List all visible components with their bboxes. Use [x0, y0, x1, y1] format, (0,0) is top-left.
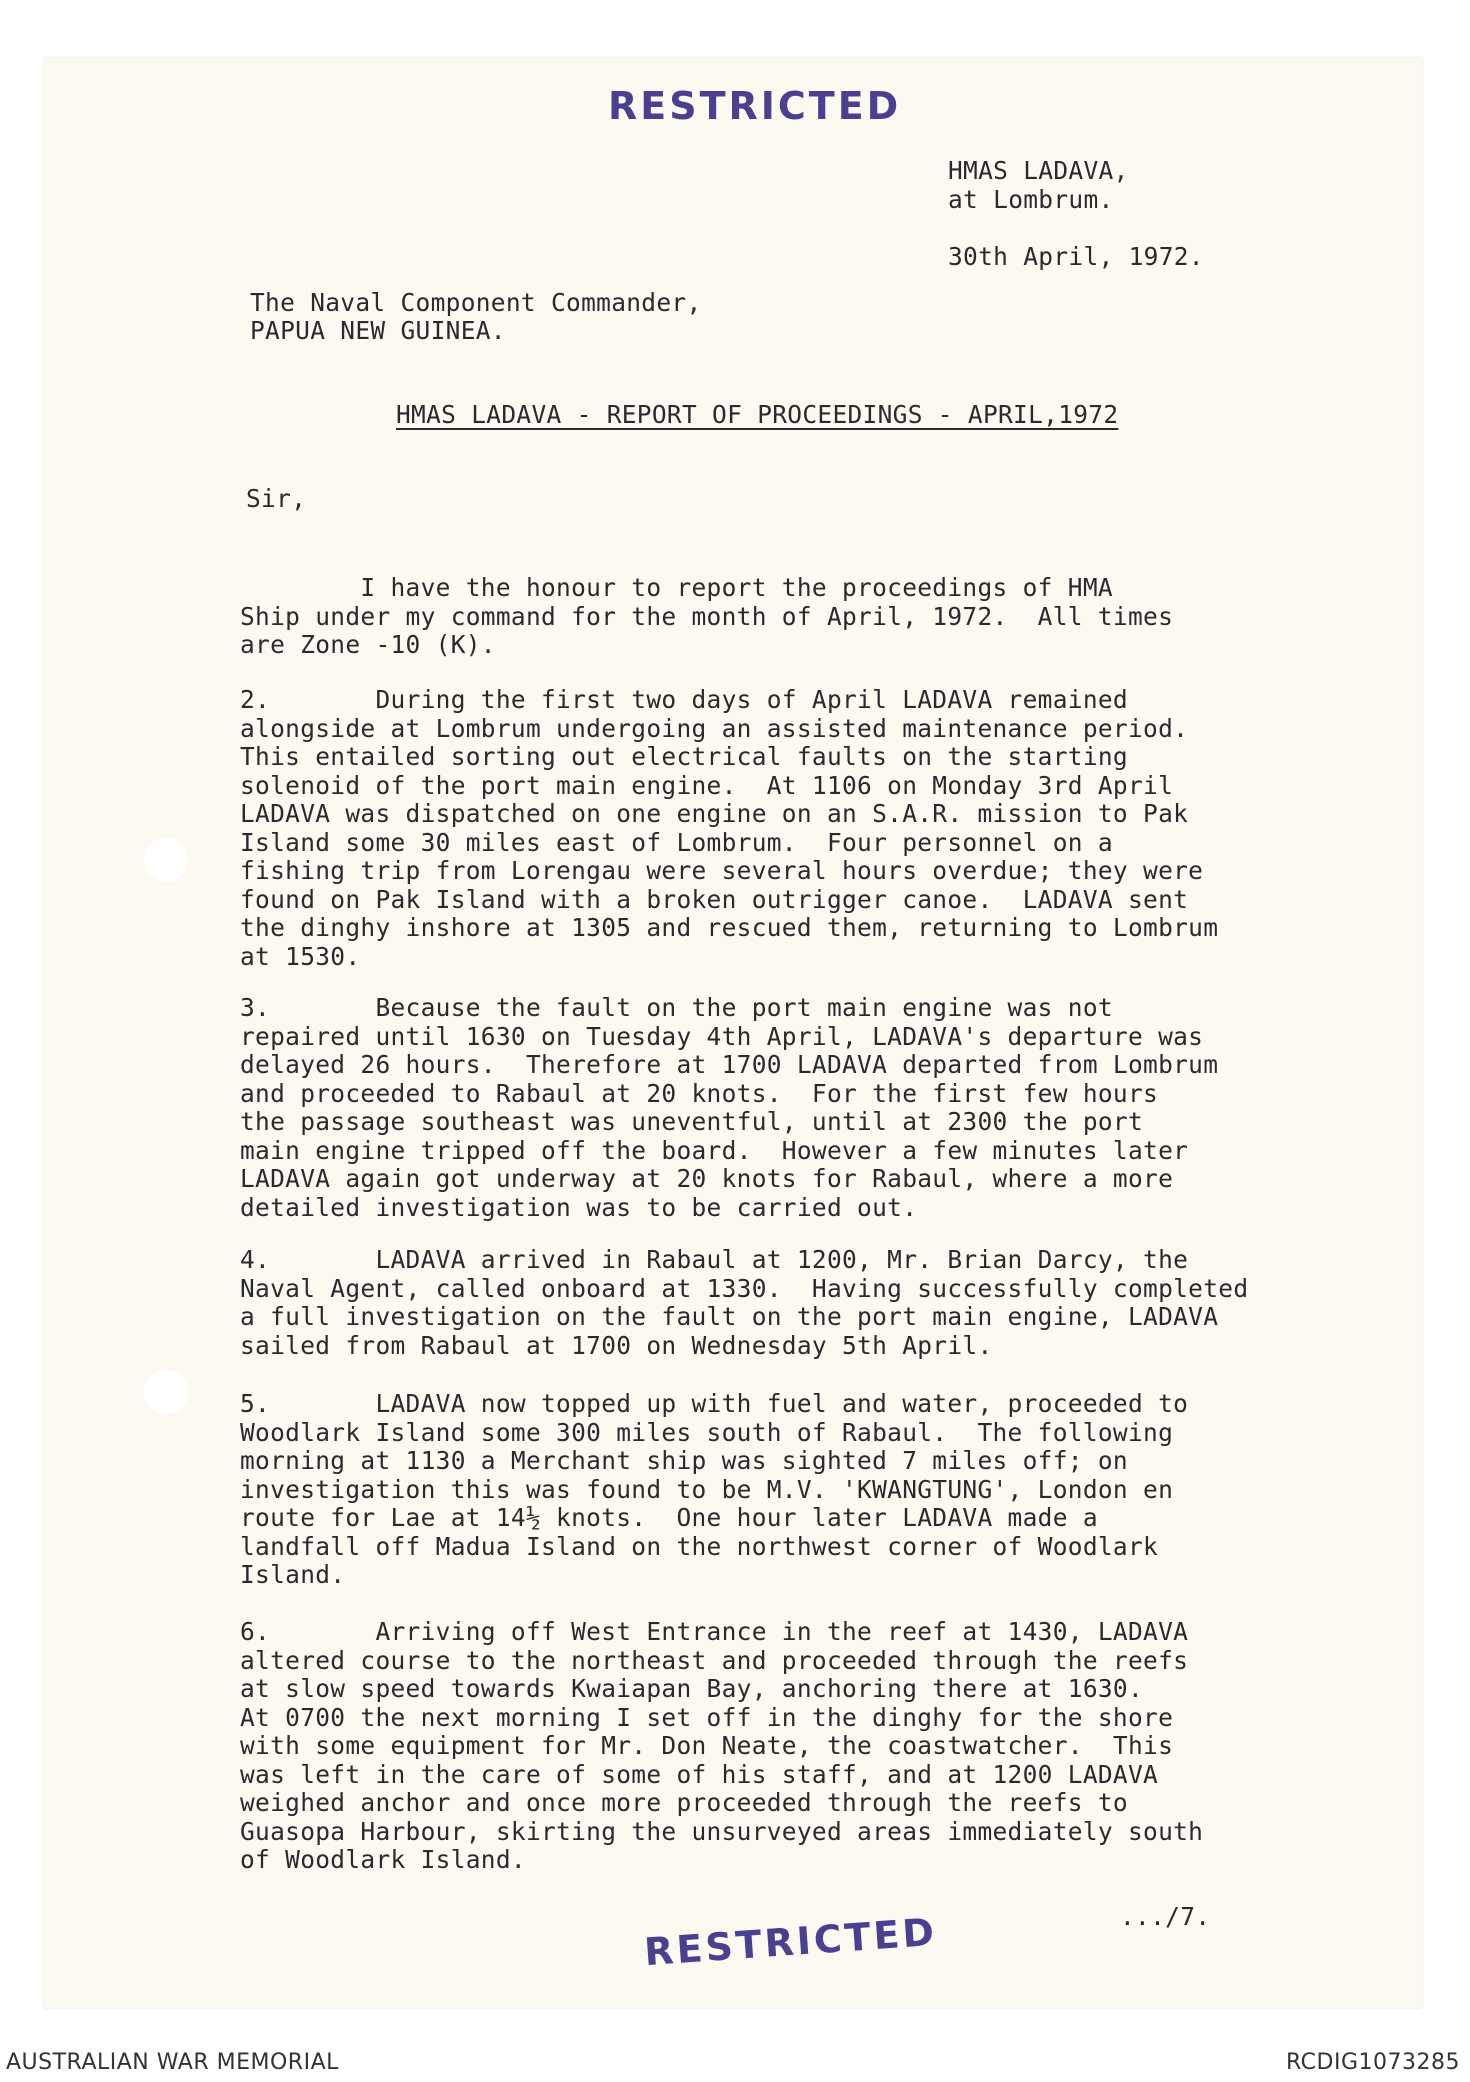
archive-credit: AUSTRALIAN WAR MEMORIAL: [6, 2050, 339, 2075]
paragraph-line: altered course to the northeast and proceeded through the reefs: [240, 1645, 1189, 1675]
paragraph-line: was left in the care of some of his staff, and at 1200 LADAVA: [240, 1759, 1159, 1789]
page-continuation: .../7.: [1120, 1902, 1211, 1931]
addressee-line-2: PAPUA NEW GUINEA.: [250, 316, 506, 345]
report-title: HMAS LADAVA - REPORT OF PROCEEDINGS - APRIL,1972: [396, 400, 1119, 429]
paragraph-3: [240, 994, 1350, 1222]
paragraph-line: at slow speed towards Kwaiapan Bay, anchoring there at 1630.: [240, 1674, 1144, 1703]
punch-hole: [144, 838, 188, 882]
paragraph-line: LADAVA again got underway at 20 knots for Rabaul, where a more: [240, 1164, 1174, 1193]
paragraph-line: a full investigation on the fault on the port main engine, LADAVA: [240, 1302, 1219, 1331]
sender-line-2: at Lombrum.: [948, 185, 1114, 214]
paragraph-line: with some equipment for Mr. Don Neate, the coastwatcher. This: [240, 1731, 1174, 1760]
paragraph-line: fishing trip from Lorengau were several hours overdue; they were: [240, 856, 1204, 885]
paragraph-line: found on Pak Island with a broken outrigger canoe. LADAVA sent: [240, 884, 1189, 914]
sender-line-1: HMAS LADAVA,: [948, 156, 1129, 185]
paragraph-line: weighed anchor and once more proceeded through the reefs to: [240, 1788, 1128, 1817]
paragraph-4: [240, 1246, 1350, 1360]
paragraph-line: alongside at Lombrum undergoing an assisted maintenance period.: [240, 713, 1189, 743]
paragraph-line: Woodlark Island some 300 miles south of Rabaul. The following: [240, 1417, 1174, 1447]
punch-hole: [144, 1370, 188, 1414]
addressee-line-1: The Naval Component Commander,: [250, 288, 702, 317]
paragraph-line: 5. LADAVA now topped up with fuel and water, proceeded to: [240, 1389, 1189, 1418]
paragraph-line: and proceeded to Rabaul at 20 knots. For the first few hours: [240, 1078, 1159, 1108]
paragraph-line: the dinghy inshore at 1305 and rescued them, returning to Lombrum: [240, 913, 1219, 942]
paragraph-5: [240, 1390, 1350, 1590]
paragraph-line: delayed 26 hours. Therefore at 1700 LADAVA departed from Lombrum: [240, 1050, 1219, 1079]
paragraph-6: [240, 1618, 1350, 1875]
paragraph-line: landfall off Madua Island on the northwest corner of Woodlark: [240, 1531, 1159, 1561]
paragraph-line: morning at 1130 a Merchant ship was sighted 7 miles off; on: [240, 1446, 1128, 1475]
paragraph-1: [240, 574, 1350, 660]
paragraph-line: at 1530.: [240, 941, 361, 971]
paragraph-line: investigation this was found to be M.V. 'KWANGTUNG', London en: [240, 1474, 1174, 1504]
paragraph-line: Ship under my command for the month of April, 1972. All times: [240, 601, 1174, 631]
paragraph-line: 3. Because the fault on the port main engine was not: [240, 993, 1113, 1022]
paragraph-line: 4. LADAVA arrived in Rabaul at 1200, Mr. Brian Darcy, the: [240, 1245, 1189, 1274]
paragraph-line: of Woodlark Island.: [240, 1845, 526, 1874]
paragraph-line: sailed from Rabaul at 1700 on Wednesday 5th April.: [240, 1330, 993, 1360]
paragraph-line: are Zone -10 (K).: [240, 630, 496, 659]
paragraph-line: This entailed sorting out electrical faults on the starting: [240, 742, 1128, 771]
paragraph-line: Island.: [240, 1560, 346, 1589]
paragraph-line: route for Lae at 14½ knots. One hour later LADAVA made a: [240, 1503, 1098, 1532]
paragraph-line: Island some 30 miles east of Lombrum. Four personnel on a: [240, 827, 1113, 857]
salutation: Sir,: [246, 484, 307, 513]
paragraph-line: At 0700 the next morning I set off in the dinghy for the shore: [240, 1702, 1174, 1732]
archive-reference: RCDIG1073285: [1285, 2050, 1460, 2075]
paragraph-line: the passage southeast was uneventful, until at 2300 the port: [240, 1107, 1144, 1136]
paragraph-line: 6. Arriving off West Entrance in the reef at 1430, LADAVA: [240, 1617, 1189, 1646]
paragraph-line: main engine tripped off the board. However a few minutes later: [240, 1135, 1189, 1165]
paragraph-line: solenoid of the port main engine. At 1106 on Monday 3rd April: [240, 770, 1174, 800]
restricted-stamp-bottom: RESTRICTED: [642, 1909, 939, 1975]
paragraph-line: detailed investigation was to be carried out.: [240, 1192, 918, 1222]
paragraph-line: Naval Agent, called onboard at 1330. Having successfully completed: [240, 1273, 1249, 1303]
restricted-stamp-top: RESTRICTED: [608, 84, 902, 128]
paragraph-line: LADAVA was dispatched on one engine on an S.A.R. mission to Pak: [240, 799, 1189, 828]
paragraph-line: I have the honour to report the proceedings of HMA: [240, 573, 1113, 602]
letter-date: 30th April, 1972.: [948, 242, 1204, 271]
paragraph-line: repaired until 1630 on Tuesday 4th April, LADAVA's departure was: [240, 1021, 1204, 1051]
paragraph-2: [240, 686, 1350, 971]
paragraph-line: 2. During the first two days of April LADAVA remained: [240, 685, 1128, 714]
paragraph-line: Guasopa Harbour, skirting the unsurveyed areas immediately south: [240, 1816, 1204, 1846]
